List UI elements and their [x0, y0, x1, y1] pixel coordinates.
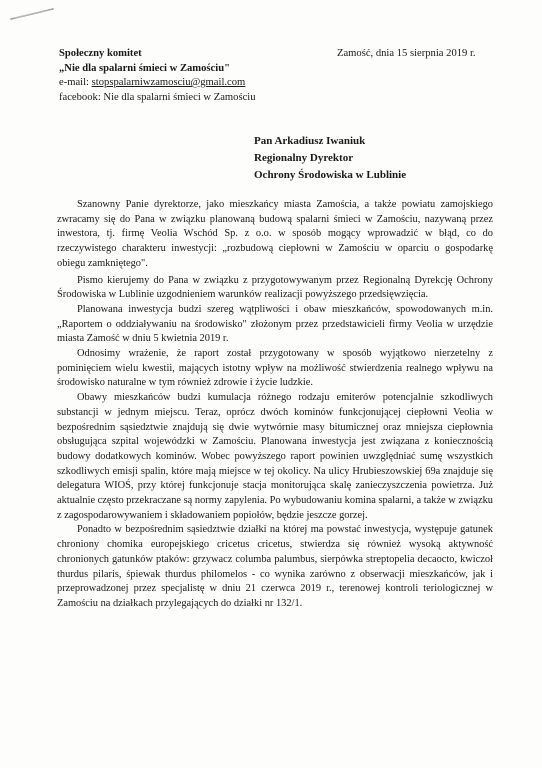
place-and-date: Zamość, dnia 15 sierpnia 2019 r. — [337, 48, 476, 59]
email-label: e-mail: — [59, 77, 92, 88]
recipient-block — [254, 133, 406, 184]
email-link[interactable]: stopspalarniwzamosciu@gmail.com — [91, 77, 246, 88]
body-paragraph: Planowana inwestycja budzi szereg wątpliwości i obaw mieszkańców, spowodowanych m.in. „Raportem o oddziaływaniu na środowisko" złożonym przez przedstawicieli firmy Veolia w urzędzie miasta Zamość w dniu 5 kwietnia 2019 r. — [57, 303, 493, 345]
body-paragraph: Pismo kierujemy do Pana w związku z przygotowywanym przez Regionalną Dyrekcję Ochrony Środowiska w Lublinie uzgodnieniem warunków realizacji powyższego przedsięwzięcia. — [57, 274, 493, 301]
sender-facebook: facebook: Nie dla spalarni śmieci w Zamościu — [59, 91, 256, 103]
body-paragraph: Szanowny Panie dyrektorze, jako mieszkańcy miasta Zamościa, a także powiatu zamojskiego zwracamy się do Pana w związku planowaną budową spalarni śmieci w Zamościu, nazywaną przez inwestora, tj. firmę Veolia Wschód Sp. z o.o. w sposób mogący wprowadzić w błąd, co do rzeczywistego charakteru inwestycji: „rozbudową ciepłowni w Zamościu w oparciu o gospodarkę obiegu zamkniętego". — [57, 199, 493, 269]
sender-block — [59, 47, 256, 105]
recipient-name: Pan Arkadiusz Iwaniuk — [254, 135, 366, 147]
sender-committee-name: „Nie dla spalarni śmieci w Zamościu" — [59, 62, 230, 74]
recipient-office: Ochrony Środowiska w Lublinie — [254, 169, 407, 181]
sender-org-name: Społeczny komitet — [59, 48, 142, 59]
pen-stroke-mark — [9, 6, 57, 22]
recipient-title: Regionalny Dyrektor — [254, 152, 354, 164]
letter-body — [57, 198, 493, 612]
sender-email-line — [59, 76, 256, 91]
body-paragraph: Ponadto w bezpośrednim sąsiedztwie działki na której ma powstać inwestycja, występuje gatunek chroniony chomika europejskiego cricetus cricetus, stwierdza się również wysoką aktywność chronionych gatunków ptaków: grzywacz columba palumbus, sierpówka streptopelia decaocto, kwiczoł thurdus pilaris, śpiewak thurdus philomelos - co wynika zarówno z obserwacji mieszkańców, jak i przeprowadzonej przez specjalistę w dniu 21 czerwca 2019 r., terenowej kontroli teriologicznej w Zamościu na działkach przylegających do działki nr 132/1. — [57, 524, 493, 609]
body-paragraph: Odnosimy wrażenie, że raport został przygotowany w sposób wyjątkowo nierzetelny z pominięciem wielu kwestii, mających istotny wpływ na możliwość stwierdzenia realnego wpływu na środowisko naturalne w tym również zdrowie i życie ludzkie. — [57, 348, 493, 389]
body-paragraph: Obawy mieszkańców budzi kumulacja różnego rodzaju emiterów potencjalnie szkodliwych substancji w jednym miejscu. Teraz, oprócz dwóch kominów funkcjonującej ciepłowni Veolia w bezpośrednim sąsiedztwie znajdują się dwie wytwórnie masy bitumicznej oraz mniejsza ciepłownia obsługująca szpital wojewódzki w Zamościu. Planowana inwestycja jest związana z koniecznością budowy dodatkowych kominów. Wobec powyższego raport powinien uwzględniać sumę wszystkich szkodliwych emisji spalin, które mają miejsce w tej okolicy. Na ulicy Hrubieszowskiej 69a znajduje się delegatura WIOŚ, przy której funkcjonuje stacja monitorująca skalę zanieczyszczenia powietrza. Już aktualnie często przekraczane są normy zapylenia. Po wybudowaniu komina spalarni, a także w związku z zagospodarowywaniem i składowaniem popiołów, będzie jeszcze gorzej. — [57, 392, 493, 521]
